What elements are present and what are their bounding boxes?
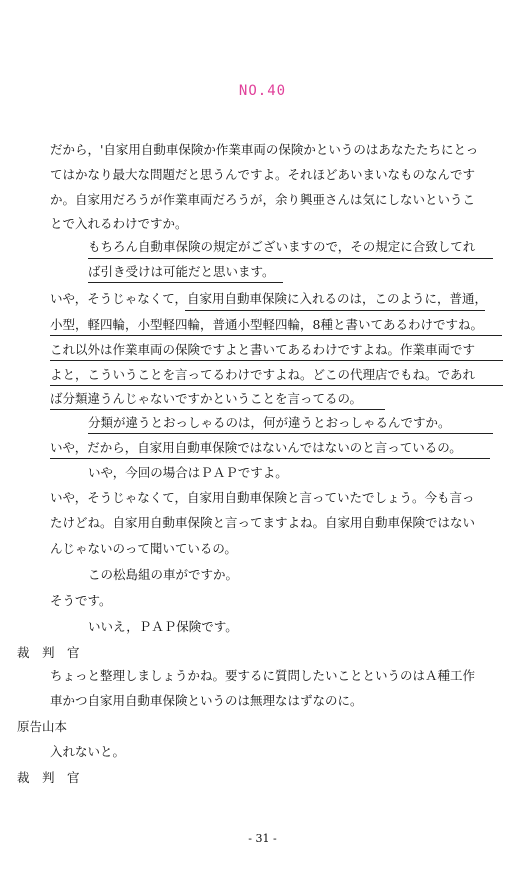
underline	[50, 458, 490, 459]
text-line: ば分類違うんじゃないですかということを言ってるの。	[50, 391, 363, 406]
text-line: ば引き受けは可能だと思います。	[88, 264, 275, 279]
underline	[50, 360, 503, 361]
text-line: てはかなり最大な問題だと思うんですよ。それほどあいまいなものなんです	[50, 167, 476, 182]
text-line: これ以外は作業車両の保険ですよと書いてあるわけですよね。作業車両です	[50, 342, 476, 357]
text-line: 分類が違うとおっしゃるのは，何が違うとおっしゃるんですか。	[88, 415, 451, 430]
document-title: NO.40	[238, 83, 287, 99]
text-line: 入れないと。	[50, 744, 126, 759]
text-line: とで入れるわけですか。	[50, 216, 188, 231]
speaker-label: 裁 判 官	[17, 645, 80, 660]
text-line: いいえ，ＰＡＰ保険です。	[88, 619, 238, 634]
text-line: 小型，軽四輪，小型軽四輪，普通小型軽四輪，8種と書いてあるわけですね。	[50, 317, 483, 332]
underline	[50, 409, 385, 410]
underline	[50, 335, 502, 336]
text-line: ちょっと整理しましょうかね。要するに質問したいことというのはＡ種工作	[50, 668, 476, 683]
text-line: そうです。	[50, 593, 112, 608]
text-line: この松島組の車がですか。	[88, 567, 239, 582]
text-line: もちろん自動車保険の規定がございますので，その規定に合致してれ	[88, 239, 476, 254]
text-line: いや，そうじゃなくて，自家用自動車保険と言っていたでしょう。今も言っ	[50, 490, 475, 505]
underline	[185, 310, 485, 311]
text-line: よと，こういうことを言ってるわけですよね。どこの代理店でもね。であれ	[50, 367, 476, 382]
text-line: いや，そうじゃなくて，自家用自動車保険に入れるのは，このように，普通，	[50, 291, 488, 306]
text-line: いや，今回の場合はＰＡＰですよ。	[88, 465, 288, 480]
text-line: んじゃないのって聞いているの。	[50, 541, 237, 556]
underline	[88, 282, 283, 283]
page-number: - 31 -	[248, 832, 277, 845]
underline	[88, 433, 493, 434]
underline	[88, 258, 493, 259]
underline	[50, 385, 503, 386]
text-line: だから，'自家用自動車保険か作業車両の保険かというのはあなたたちにとっ	[50, 142, 479, 157]
text-line: 車かつ自家用自動車保険というのは無理なはずなのに。	[50, 693, 363, 708]
speaker-label: 裁 判 官	[17, 770, 80, 785]
text-line: いや，だから，自家用自動車保険ではないんではないのと言っているの。	[50, 440, 462, 455]
speaker-label: 原告山本	[17, 719, 68, 734]
text-line: か。自家用だろうが作業車両だろうが，余り興亜さんは気にしないというこ	[50, 192, 476, 207]
text-line: たけどね。自家用自動車保険と言ってますよね。自家用自動車保険ではない	[50, 515, 476, 530]
